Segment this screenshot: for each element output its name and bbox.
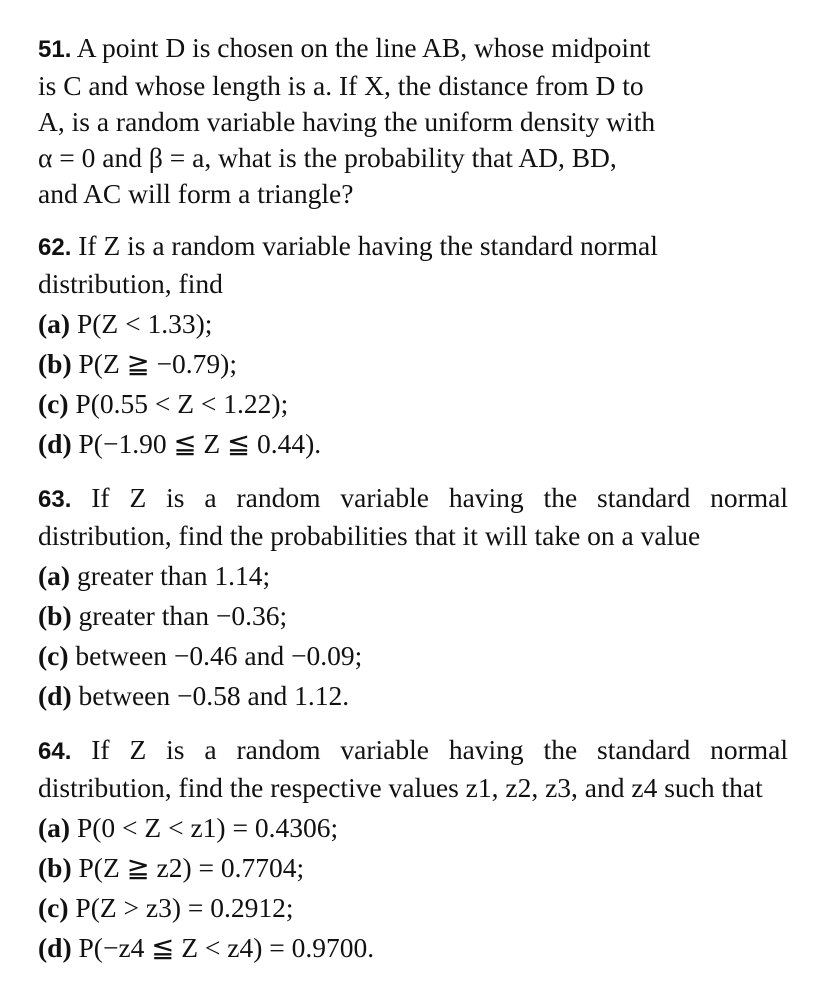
problem-51-line-4: α = 0 and β = a, what is the probability that AD, BD, (38, 142, 617, 173)
problem-62-part-c (38, 384, 788, 424)
problem-64-part-b (38, 848, 788, 888)
part-label: (c) (38, 640, 69, 671)
part-label: (a) (38, 560, 71, 591)
problem-64-part-a (38, 808, 788, 848)
part-label: (c) (38, 892, 69, 923)
part-text: between −0.58 and 1.12. (78, 680, 350, 711)
part-label: (d) (38, 932, 72, 963)
problem-51-line-3: A, is a random variable having the uniform density with (38, 106, 656, 137)
problem-51 (38, 30, 788, 212)
problem-64-part-c (38, 888, 788, 928)
part-text: P(Z < 1.33); (76, 308, 213, 339)
part-text: P(Z > z3) = 0.2912; (75, 892, 294, 923)
problem-64-part-d (38, 928, 788, 968)
part-label: (d) (38, 680, 72, 711)
part-label: (c) (38, 388, 69, 419)
part-text: P(0 < Z < z1) = 0.4306; (76, 812, 339, 843)
part-text: greater than 1.14; (76, 560, 271, 591)
part-text: greater than −0.36; (78, 600, 288, 631)
problem-62-intro (38, 228, 788, 302)
problem-51-line-1-text: A point D is chosen on the line AB, whose midpoint (76, 32, 651, 63)
problem-63-part-c (38, 636, 788, 676)
problem-62 (38, 228, 788, 464)
problem-63 (38, 480, 788, 716)
problem-62-part-b (38, 344, 788, 384)
part-label: (a) (38, 812, 71, 843)
part-label: (b) (38, 348, 72, 379)
problem-51-line-2: is C and whose length is a. If X, the distance from D to (38, 70, 644, 101)
problem-64 (38, 732, 788, 968)
problem-63-part-a (38, 556, 788, 596)
problem-number: 51. (38, 36, 72, 63)
part-text: between −0.46 and −0.09; (75, 640, 363, 671)
part-text: P(0.55 < Z < 1.22); (75, 388, 289, 419)
problem-number: 64. (38, 738, 72, 765)
part-label: (a) (38, 308, 71, 339)
problem-62-part-d (38, 424, 788, 464)
problem-64-intro (38, 732, 788, 806)
problem-number: 63. (38, 486, 72, 513)
part-text: P(Z ≧ −0.79); (78, 348, 237, 379)
problem-62-part-a (38, 304, 788, 344)
part-text: P(−z4 ≦ Z < z4) = 0.9700. (78, 932, 375, 963)
problem-62-intro-text: If Z is a random variable having the standard normal distribution, find (38, 230, 658, 299)
problem-63-intro-text: If Z is a random variable having the standard normal distribution, find the probabilities that it will take on a value (38, 482, 788, 551)
part-label: (d) (38, 428, 72, 459)
part-text: P(Z ≧ z2) = 0.7704; (78, 852, 305, 883)
problem-63-intro (38, 480, 788, 554)
problem-63-part-d (38, 676, 788, 716)
problem-51-line-5: and AC will form a triangle? (38, 178, 354, 209)
problem-number: 62. (38, 234, 72, 261)
problem-51-line-1 (38, 30, 788, 68)
problem-63-part-b (38, 596, 788, 636)
part-label: (b) (38, 852, 72, 883)
problem-64-intro-text: If Z is a random variable having the standard normal distribution, find the respective values z1, z2, z3, and z4 such that (38, 734, 788, 803)
part-label: (b) (38, 600, 72, 631)
part-text: P(−1.90 ≦ Z ≦ 0.44). (78, 428, 322, 459)
